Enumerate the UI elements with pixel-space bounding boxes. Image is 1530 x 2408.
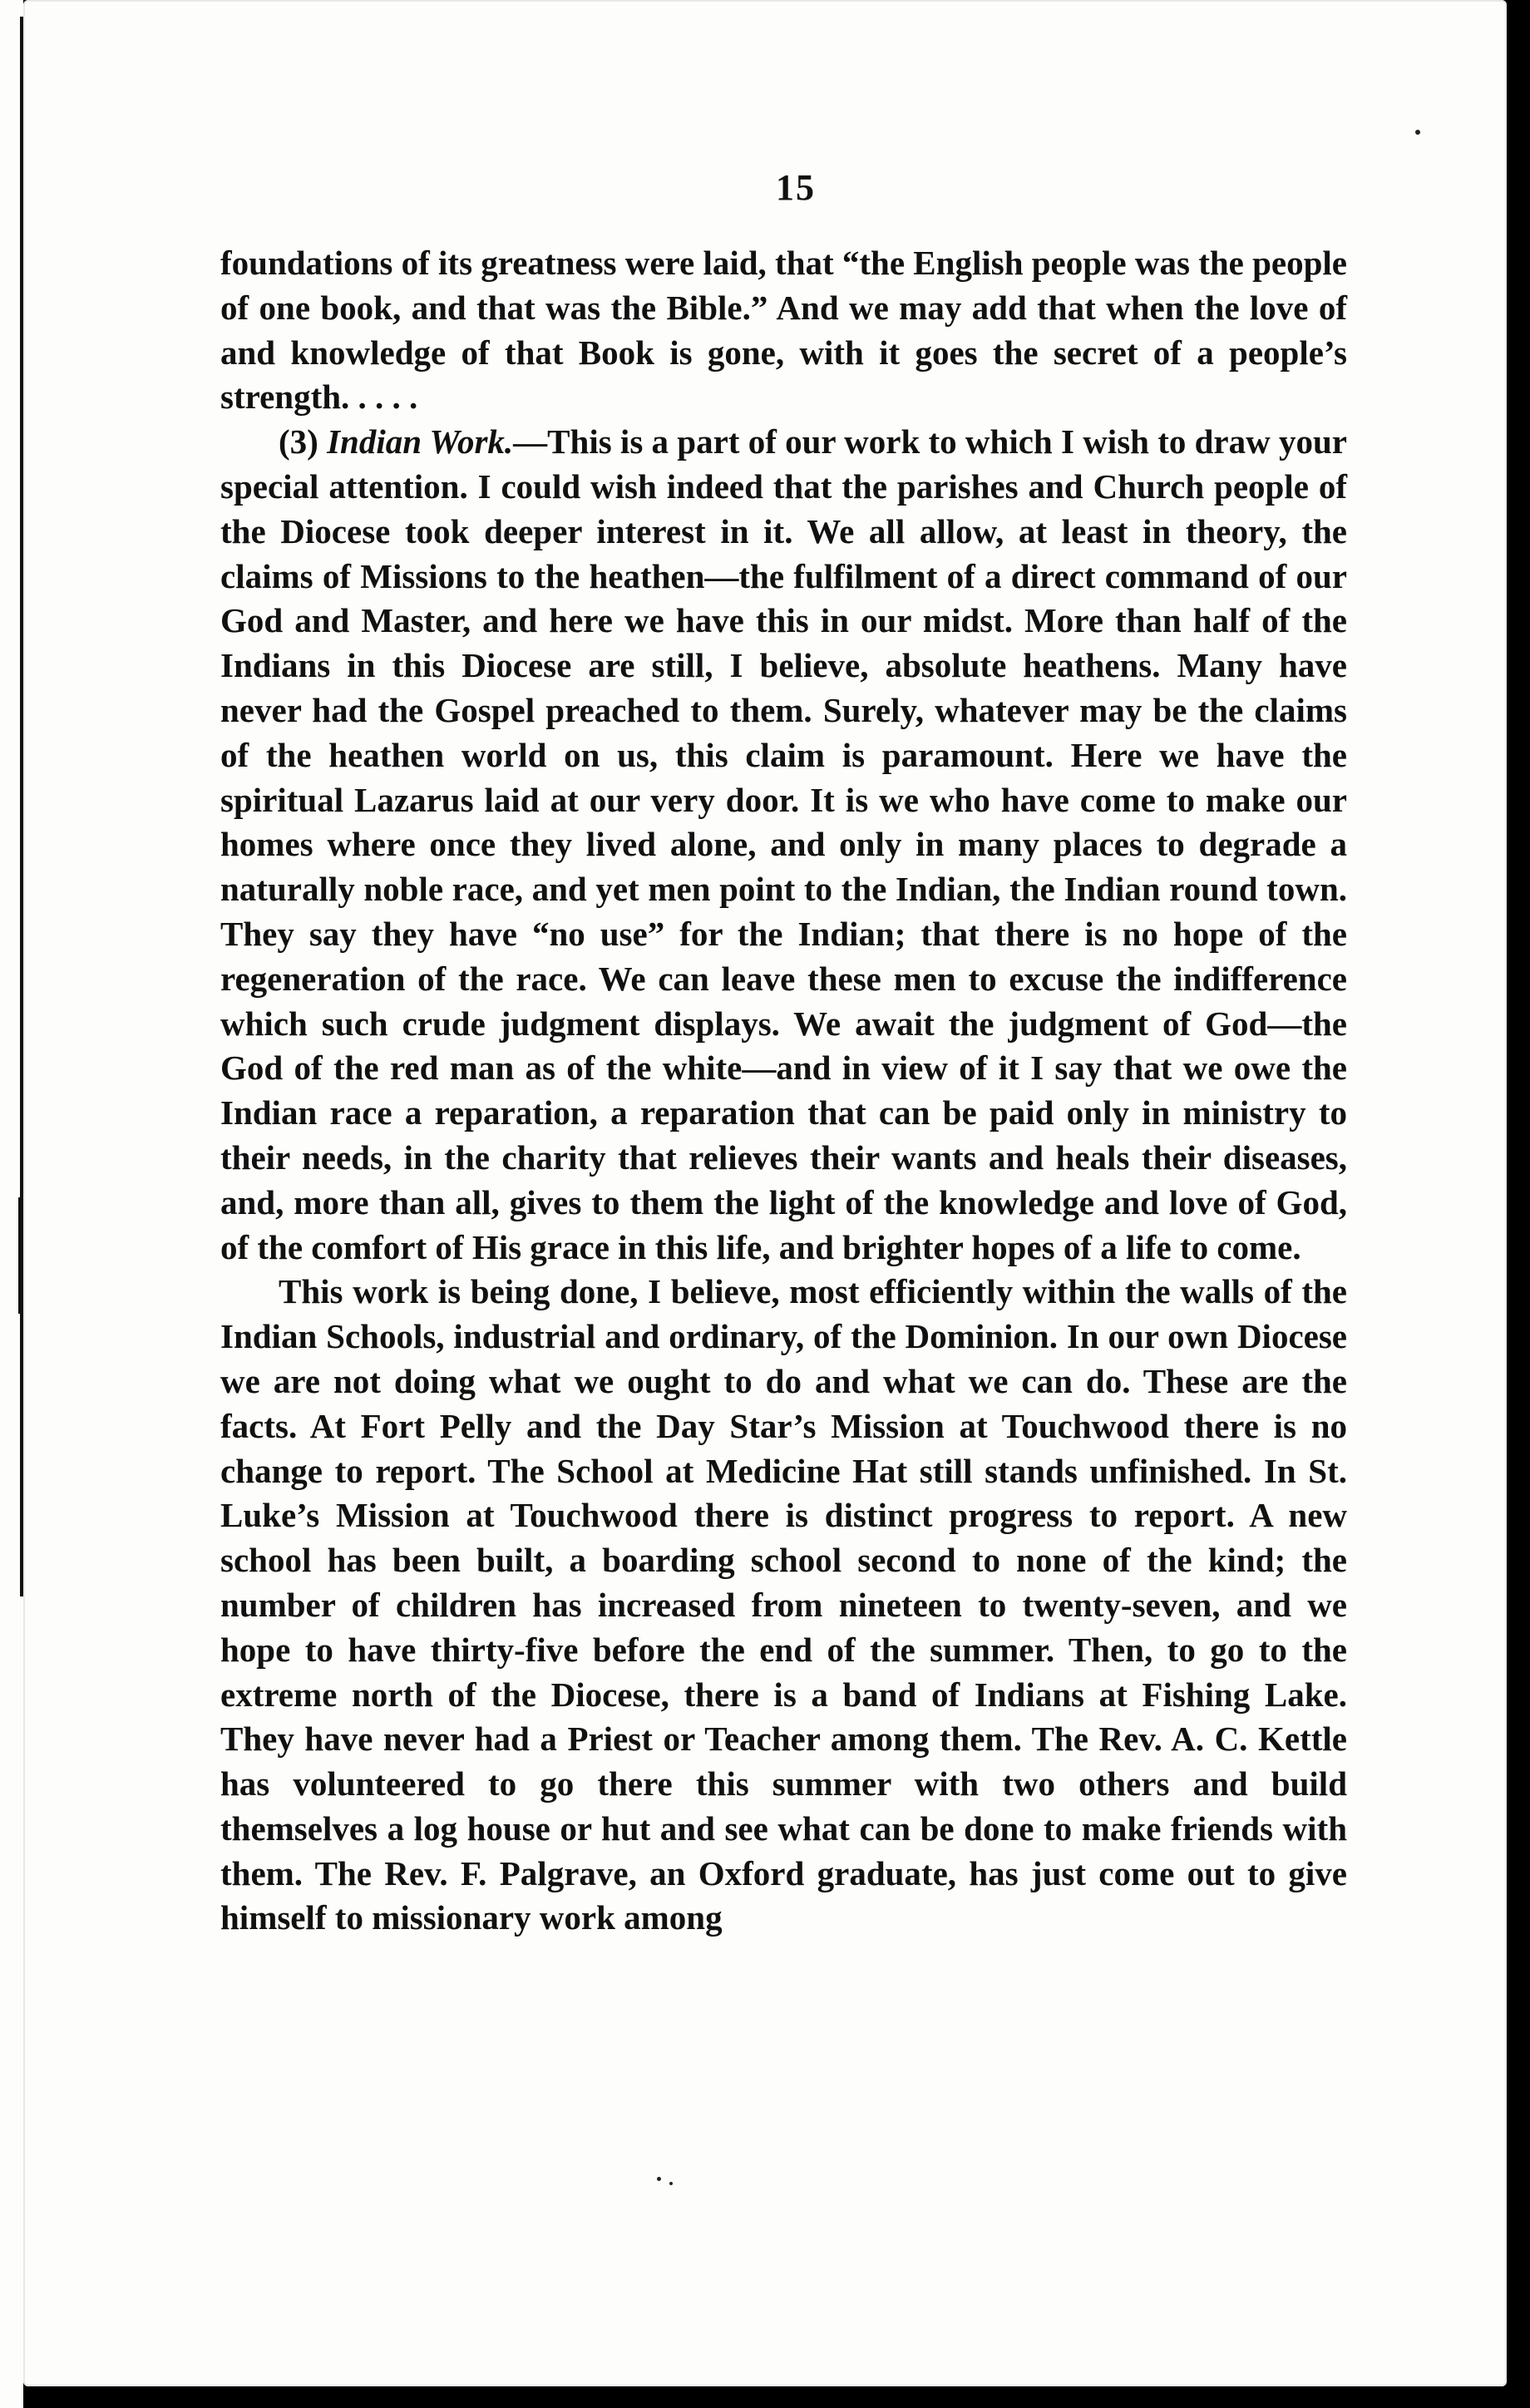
scan-speck xyxy=(1415,130,1420,135)
paragraph-continuation: foundations of its greatness were laid, that “the English people was the people of one book, and that was the Bible.” And we may add that when the love of and knowledge of that Book is gone, with it goes the secret of a people’s strength. . . . . xyxy=(220,244,1347,417)
section-heading: Indian Work. xyxy=(327,422,514,461)
body-text xyxy=(220,241,1347,1941)
paragraph-indian-work xyxy=(220,420,1347,1270)
paragraph-schools: This work is being done, I believe, most efficiently within the walls of the Indian Schools, industrial and ordinary, of the Dominion. In our own Diocese we are not doing what we ought to do and what we can do. These are the facts. At Fort Pelly and the Day Star’s Mission at Touchwood there is no change to report. The School at Medicine Hat still stands unfinished. In St. Luke’s Mission at Touchwood there is distinct progress to report. A new school has been built, a boarding school second to none of the kind; the number of children has increased from nineteen to twenty-seven, and we hope to have thirty-five before the end of the summer. Then, to go to the extreme north of the Diocese, there is a band of Indians at Fishing Lake. They have never had a Priest or Teacher among them. The Rev. A. C. Kettle has volunteered to go there this summer with two others and build themselves a log house or hut and see what can be done to make friends with them. The Rev. F. Palgrave, an Oxford graduate, has just come out to give himself to missionary work among xyxy=(220,1272,1347,1937)
scan-speck xyxy=(669,2182,673,2185)
paragraph-body: —This is a part of our work to which I wish to draw your special attention. I could wish indeed that the parishes and Church people of the Diocese took deeper interest in it. We all allow, at least in theory, the claims of Missions to the heathen—the fulfilment of a direct command of our God and Master, and here we have this in our midst. More than half of the Indians in this Diocese are still, I believe, absolute heathens. Many have never had the Gospel preached to them. Surely, whatever may be the claims of the heathen world on us, this claim is paramount. Here we have the spiritual Lazarus laid at our very door. It is we who have come to make our homes where once they lived alone, and only in many places to degrade a naturally noble race, and yet men point to the Indian, the Indian round town. They say they have “no use” for the Indian; that there is no hope of the regeneration of the race. We can leave these men to excuse the indifference which such crude judgment displays. We await the judgment of God—the God of the red man as of the white—and in view of it I say that we owe the Indian race a reparation, a reparation that can be paid only in ministry to their needs, in the charity that relieves their wants and heals their diseases, and, more than all, gives to them the light of the knowledge and love of God, of the comfort of His grace in this life, and brighter hopes of a life to come. xyxy=(220,422,1347,1266)
scan-speck xyxy=(657,2177,661,2181)
page-number: 15 xyxy=(776,167,816,208)
section-marker: (3) xyxy=(279,422,318,461)
